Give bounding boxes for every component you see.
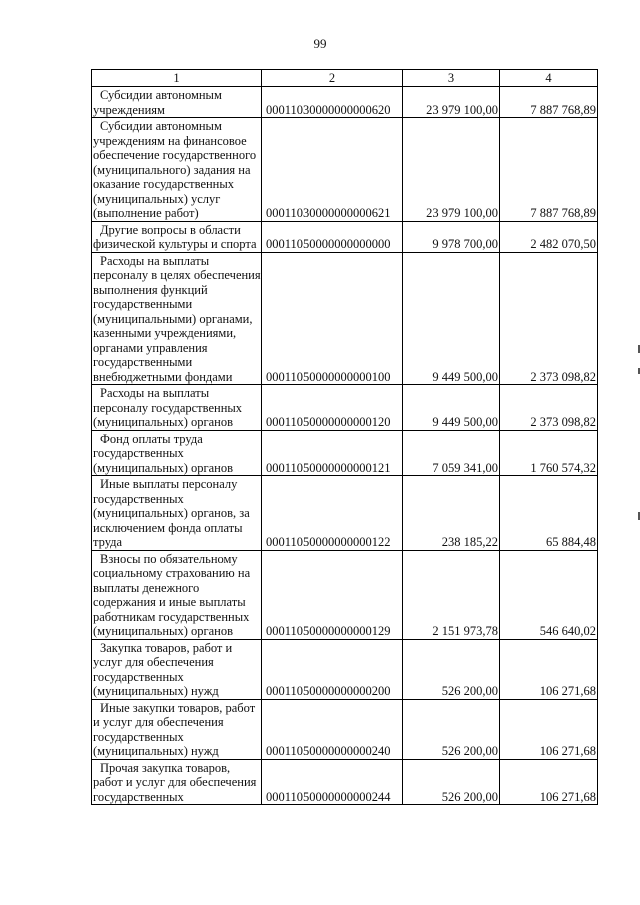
row-name-cell xyxy=(92,252,262,385)
row-value-4-cell: 7 887 768,89 xyxy=(500,87,598,118)
row-value-3-cell: 23 979 100,00 xyxy=(403,87,500,118)
table-row xyxy=(92,118,598,222)
row-name-text: Расходы на выплаты персоналу государственных (муниципальных) органов xyxy=(93,386,243,429)
row-value-4-cell: 2 482 070,50 xyxy=(500,221,598,252)
row-name-text: Закупка товаров, работ и услуг для обеспечения государственных (муниципальных) нужд xyxy=(93,640,233,698)
row-name-text: Другие вопросы в области физической культуры и спорта xyxy=(93,222,257,251)
row-name-text: Фонд оплаты труда государственных (муниципальных) органов xyxy=(93,431,234,475)
header-col-4: 4 xyxy=(500,70,598,87)
row-name-cell xyxy=(92,476,262,551)
table-row xyxy=(92,87,598,118)
row-name-cell xyxy=(92,385,262,431)
table-row xyxy=(92,221,598,252)
row-name-text: Иные выплаты персоналу государственных (муниципальных) органов, за исключением фонда оплаты труда xyxy=(93,477,250,549)
row-value-3-cell: 7 059 341,00 xyxy=(403,430,500,476)
row-name-cell xyxy=(92,221,262,252)
row-name-text: Взносы по обязательному социальному страхованию на выплаты денежного содержания и иные выплаты работникам государственных (муниципальных) органов xyxy=(93,551,251,638)
row-name-cell xyxy=(92,118,262,222)
row-name-cell xyxy=(92,550,262,639)
row-value-3-cell: 2 151 973,78 xyxy=(403,550,500,639)
row-value-4-cell: 2 373 098,82 xyxy=(500,385,598,431)
row-name-cell xyxy=(92,87,262,118)
row-name-text: Иные закупки товаров, работ и услуг для обеспечения государственных (муниципальных) нужд xyxy=(93,700,256,758)
header-col-3: 3 xyxy=(403,70,500,87)
table-row xyxy=(92,759,598,805)
row-value-3-cell: 9 449 500,00 xyxy=(403,252,500,385)
row-value-4-cell: 1 760 574,32 xyxy=(500,430,598,476)
row-code-cell: 00011050000000000240 xyxy=(262,699,403,759)
row-name-text: Субсидии автономным учреждениям на финансовое обеспечение государственного (муниципального) задания на оказание государственных (муниципальных) услуг (выполнение работ) xyxy=(93,119,257,220)
row-value-4-cell: 65 884,48 xyxy=(500,476,598,551)
row-name-text: Прочая закупка товаров, работ и услуг для обеспечения государственных xyxy=(93,760,257,804)
row-code-cell: 00011050000000000129 xyxy=(262,550,403,639)
row-value-4-cell: 106 271,68 xyxy=(500,759,598,805)
table-row xyxy=(92,252,598,385)
row-code-cell: 00011030000000000621 xyxy=(262,118,403,222)
row-value-4-cell: 2 373 098,82 xyxy=(500,252,598,385)
row-value-4-cell: 546 640,02 xyxy=(500,550,598,639)
header-col-1: 1 xyxy=(92,70,262,87)
row-code-cell: 00011050000000000244 xyxy=(262,759,403,805)
row-value-3-cell: 23 979 100,00 xyxy=(403,118,500,222)
table-row xyxy=(92,476,598,551)
row-code-cell: 00011030000000000620 xyxy=(262,87,403,118)
row-value-3-cell: 526 200,00 xyxy=(403,699,500,759)
row-code-cell: 00011050000000000122 xyxy=(262,476,403,551)
row-name-cell xyxy=(92,759,262,805)
row-value-4-cell: 7 887 768,89 xyxy=(500,118,598,222)
row-value-4-cell: 106 271,68 xyxy=(500,639,598,699)
table-row xyxy=(92,430,598,476)
table-row xyxy=(92,699,598,759)
row-value-4-cell: 106 271,68 xyxy=(500,699,598,759)
row-value-3-cell: 9 449 500,00 xyxy=(403,385,500,431)
row-value-3-cell: 526 200,00 xyxy=(403,639,500,699)
budget-table xyxy=(91,69,598,805)
header-row xyxy=(92,70,598,87)
header-col-2: 2 xyxy=(262,70,403,87)
row-value-3-cell: 9 978 700,00 xyxy=(403,221,500,252)
row-code-cell: 00011050000000000200 xyxy=(262,639,403,699)
row-code-cell: 00011050000000000120 xyxy=(262,385,403,431)
table-row xyxy=(92,550,598,639)
row-name-cell xyxy=(92,639,262,699)
row-name-cell xyxy=(92,430,262,476)
page-number: 99 xyxy=(313,36,327,51)
row-name-cell xyxy=(92,699,262,759)
row-value-3-cell: 238 185,22 xyxy=(403,476,500,551)
row-name-text: Субсидии автономным учреждениям xyxy=(93,88,222,117)
row-code-cell: 00011050000000000121 xyxy=(262,430,403,476)
table-row xyxy=(92,639,598,699)
row-code-cell: 00011050000000000100 xyxy=(262,252,403,385)
row-code-cell: 00011050000000000000 xyxy=(262,221,403,252)
table-row xyxy=(92,385,598,431)
row-name-text: Расходы на выплаты персоналу в целях обеспечения выполнения функций государственными (муниципальными) органами, казенными учреждениями, органами управления государственными внебюджетными фондами xyxy=(93,253,261,384)
row-value-3-cell: 526 200,00 xyxy=(403,759,500,805)
